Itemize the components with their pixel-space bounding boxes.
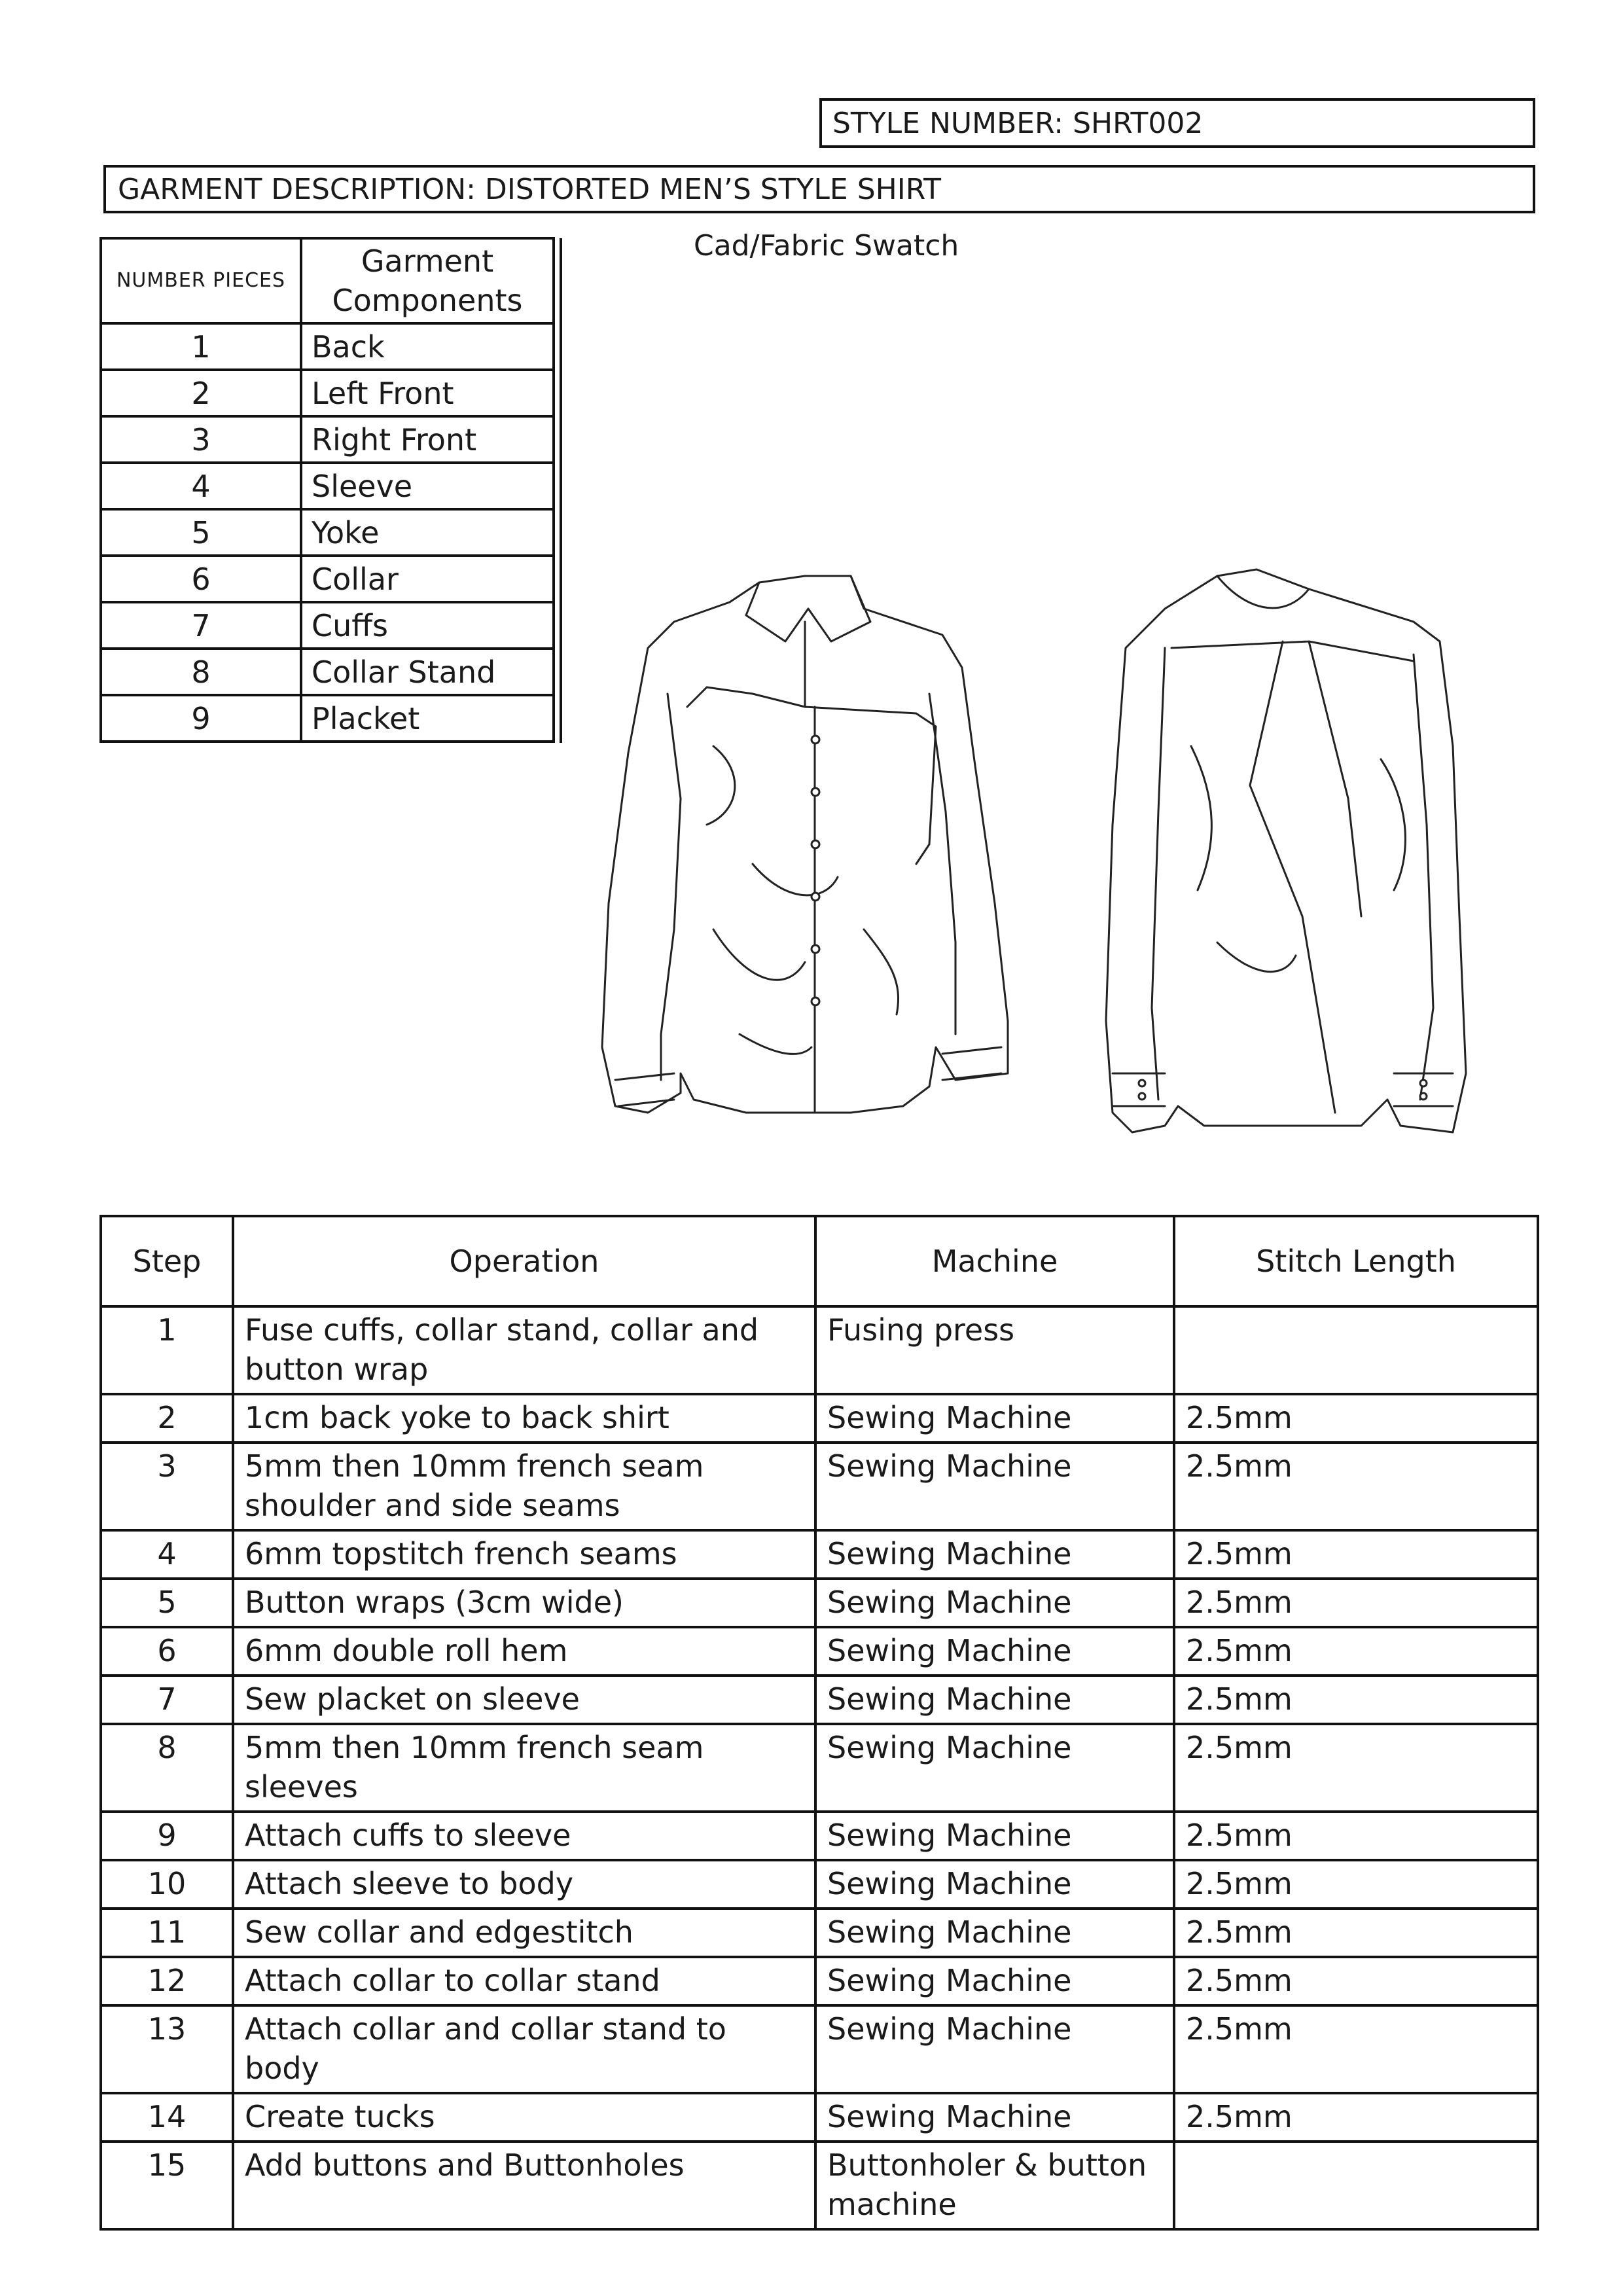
machine-cell: Sewing Machine [815,1443,1174,1530]
stitch-cell [1174,2142,1538,2229]
step-cell: 6 [101,1627,233,1676]
step-cell: 13 [101,2005,233,2093]
operation-cell: 5mm then 10mm french seam sleeves [233,1724,815,1812]
table-row [101,1306,1538,1394]
drape-folds-back [1191,746,1405,972]
table-row [101,602,554,649]
piece-name: Left Front [301,370,554,416]
piece-name: Sleeve [301,463,554,509]
piece-number: 1 [101,323,301,370]
stitch-cell: 2.5mm [1174,1394,1538,1443]
stitch-length-header: Stitch Length [1174,1216,1538,1306]
step-cell: 11 [101,1909,233,1957]
step-cell: 12 [101,1957,233,2005]
table-row [101,1627,1538,1676]
shirt-front-illustration [589,537,1034,1165]
yoke-line [687,687,936,864]
table-row [101,2005,1538,2093]
stitch-cell: 2.5mm [1174,1724,1538,1812]
step-header: Step [101,1216,233,1306]
piece-number: 5 [101,509,301,556]
operation-cell: Fuse cuffs, collar stand, collar and button wrap [233,1306,815,1394]
table-row [101,1443,1538,1530]
swatch-label: Cad/Fabric Swatch [694,229,959,262]
piece-number: 4 [101,463,301,509]
operation-cell: Attach collar to collar stand [233,1957,815,2005]
sleeve-seam-right [929,694,955,1034]
table-row [101,1394,1538,1443]
cuffs-back [1113,1073,1453,1106]
operation-cell: 6mm topstitch french seams [233,1530,815,1579]
machine-cell: Sewing Machine [815,1579,1174,1627]
table-row [101,2142,1538,2229]
step-cell: 3 [101,1443,233,1530]
piece-name: Yoke [301,509,554,556]
operation-cell: 5mm then 10mm french seam shoulder and side seams [233,1443,815,1530]
stitch-cell: 2.5mm [1174,1860,1538,1909]
operation-cell: Attach sleeve to body [233,1860,815,1909]
stitch-cell: 2.5mm [1174,2005,1538,2093]
table-row [101,1812,1538,1860]
stitch-cell: 2.5mm [1174,1812,1538,1860]
piece-name: Collar [301,556,554,602]
step-cell: 1 [101,1306,233,1394]
step-cell: 14 [101,2093,233,2142]
piece-number: 8 [101,649,301,695]
tuck-lines [1171,641,1414,1113]
stitch-cell: 2.5mm [1174,1957,1538,2005]
table-row [101,1860,1538,1909]
piece-name: Cuffs [301,602,554,649]
machine-cell: Sewing Machine [815,1812,1174,1860]
table-row [101,1530,1538,1579]
table-row [101,370,554,416]
piece-name: Right Front [301,416,554,463]
step-cell: 15 [101,2142,233,2229]
operation-cell: Create tucks [233,2093,815,2142]
operation-cell: Attach cuffs to sleeve [233,1812,815,1860]
piece-number: 2 [101,370,301,416]
stitch-cell: 2.5mm [1174,1627,1538,1676]
stitch-cell: 2.5mm [1174,1579,1538,1627]
step-cell: 8 [101,1724,233,1812]
operation-cell: Button wraps (3cm wide) [233,1579,815,1627]
machine-cell: Sewing Machine [815,2093,1174,2142]
stitch-cell: 2.5mm [1174,1530,1538,1579]
cuff-left [615,1073,674,1106]
machine-cell: Sewing Machine [815,1860,1174,1909]
stitch-cell: 2.5mm [1174,1676,1538,1724]
operations-header-row [101,1216,1538,1306]
stitch-cell: 2.5mm [1174,2093,1538,2142]
number-pieces-header: NUMBER PIECES [101,238,301,323]
back-body-outline [1106,569,1466,1132]
operation-cell: 6mm double roll hem [233,1627,815,1676]
style-number: STYLE NUMBER: SHRT002 [819,98,1535,148]
operation-cell: 1cm back yoke to back shirt [233,1394,815,1443]
operation-cell: Add buttons and Buttonholes [233,2142,815,2229]
sleeve-seams-back [1152,648,1433,1100]
machine-cell: Sewing Machine [815,1530,1174,1579]
collar-back [1217,576,1309,608]
step-cell: 4 [101,1530,233,1579]
sleeve-seam-left [661,694,681,1080]
placket-line [805,622,815,1113]
shirt-back-illustration [1086,550,1492,1172]
stitch-cell: 2.5mm [1174,1443,1538,1530]
table-row [101,509,554,556]
operation-header: Operation [233,1216,815,1306]
machine-cell: Buttonholer & button machine [815,2142,1174,2229]
cuff-button-icons [1139,1080,1427,1100]
step-cell: 9 [101,1812,233,1860]
table-row [101,1957,1538,2005]
piece-name: Placket [301,695,554,742]
machine-cell: Sewing Machine [815,1957,1174,2005]
table-row [101,556,554,602]
machine-cell: Sewing Machine [815,1676,1174,1724]
stitch-cell [1174,1306,1538,1394]
machine-cell: Sewing Machine [815,1909,1174,1957]
table-row [101,1579,1538,1627]
operation-cell: Sew collar and edgestitch [233,1909,815,1957]
piece-name: Back [301,323,554,370]
step-cell: 10 [101,1860,233,1909]
collar-outline [746,576,870,641]
table-row [101,1724,1538,1812]
garment-components-header: Garment Components [301,238,554,323]
machine-cell: Sewing Machine [815,1627,1174,1676]
operation-cell: Attach collar and collar stand to body [233,2005,815,2093]
stitch-cell: 2.5mm [1174,1909,1538,1957]
piece-number: 3 [101,416,301,463]
table-row [101,649,554,695]
table-row [101,1676,1538,1724]
machine-header: Machine [815,1216,1174,1306]
step-cell: 2 [101,1394,233,1443]
machine-cell: Sewing Machine [815,2005,1174,2093]
table-row [101,463,554,509]
step-cell: 7 [101,1676,233,1724]
machine-cell: Fusing press [815,1306,1174,1394]
cuff-right [942,1047,1001,1080]
machine-cell: Sewing Machine [815,1724,1174,1812]
operations-table [99,1215,1539,2231]
components-table [99,237,555,743]
table-row [101,1909,1538,1957]
table-row [101,2093,1538,2142]
garment-description: GARMENT DESCRIPTION: DISTORTED MEN’S STYLE SHIRT [103,165,1535,213]
drape-folds [707,746,899,1054]
table-row [101,695,554,742]
piece-number: 9 [101,695,301,742]
step-cell: 5 [101,1579,233,1627]
table-row [101,416,554,463]
components-header-row [101,238,554,323]
operation-cell: Sew placket on sleeve [233,1676,815,1724]
piece-number: 6 [101,556,301,602]
table-row [101,323,554,370]
piece-name: Collar Stand [301,649,554,695]
piece-number: 7 [101,602,301,649]
machine-cell: Sewing Machine [815,1394,1174,1443]
